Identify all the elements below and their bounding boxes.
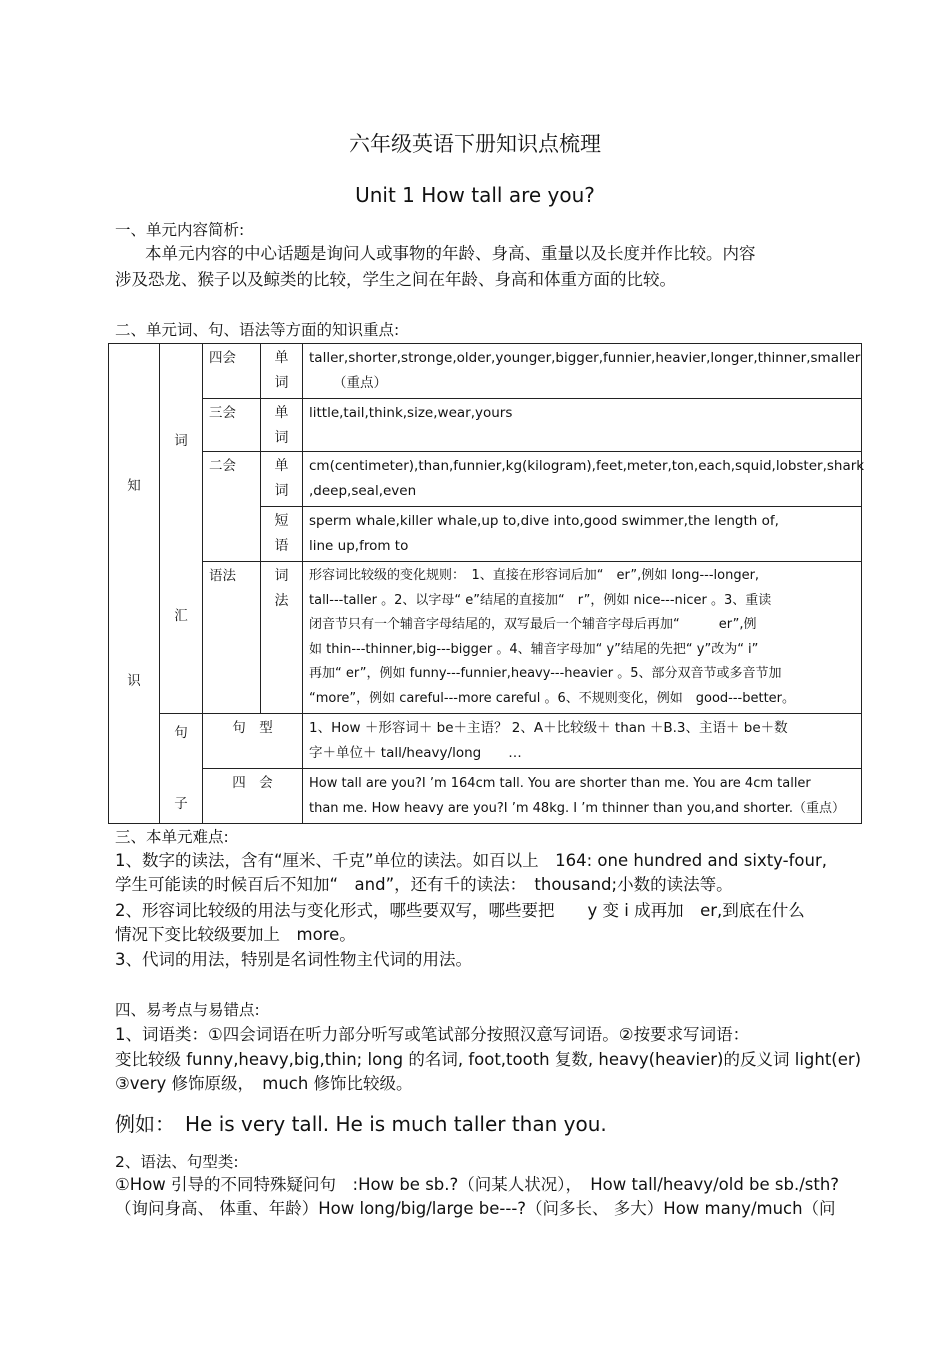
section3-line1: 1、数字的读法，含有“厘米、千克”单位的读法。如百以上 164: one hundred and sixty-four, bbox=[115, 851, 827, 870]
content-cell-7: How tall are you?I ’m 164cm tall. You are shorter than me. You are 4cm taller than me. How heavy are you?I ’m 48kg. I ’m thinner than you,and shorter.（重点） bbox=[303, 769, 862, 824]
level-cell-6: 句 型 bbox=[203, 714, 303, 769]
knowledge-table bbox=[108, 343, 865, 824]
level-cell-5: 语法 bbox=[203, 562, 261, 714]
type-cell-2: 单 词 bbox=[261, 399, 303, 452]
vocab-char-2: 汇 bbox=[174, 607, 188, 624]
level-cell-2: 三会 bbox=[203, 399, 261, 452]
content-cell-1: taller,shorter,stronge,older,younger,bigger,funnier,heavier,longer,thinner,smaller （重点） bbox=[303, 344, 862, 399]
level-cell-3: 二会 bbox=[203, 452, 261, 562]
vocab-col-cell bbox=[160, 344, 203, 714]
content-cell-3: cm(centimeter),than,funnier,kg(kilogram),feet,meter,ton,each,squid,lobster,shark ,deep,seal,even bbox=[303, 452, 862, 507]
content-cell-5: 形容词比较级的变化规则： 1、直接在形容词后加“ er”,例如 long---longer, tall---taller 。2、以字母“ e”结尾的直接加“ r”，例如 nice---nicer 。3、重读 闭音节只有一个辅音字母结尾的，双写最后一个辅音字母后再加“ er”,例 如 thin---thinner,big---bigger 。4、辅音字母加“ y”结尾的先把“ y”改为“ i” 再加“ er”，例如 funny---funnier,heavy---heavier 。5、部分双音节或多音节加 “more”，例如 careful---more careful 。6、不规则变化，例如 good---better。 bbox=[303, 562, 862, 714]
knowledge-char-2: 识 bbox=[127, 672, 141, 689]
vocab-char-1: 词 bbox=[174, 432, 188, 449]
section1-heading: 一、单元内容简析: bbox=[115, 221, 245, 239]
section2-heading: 二、单元词、句、语法等方面的知识重点: bbox=[115, 321, 400, 339]
type-cell-4: 短 语 bbox=[261, 507, 303, 562]
level-cell-1: 四会 bbox=[203, 344, 261, 399]
example-sentence: 例如： He is very tall. He is much taller than you. bbox=[115, 1112, 607, 1136]
type-cell-5: 词 法 bbox=[261, 562, 303, 714]
sentence-col-cell bbox=[160, 714, 203, 824]
section4-line5: （询问身高、 体重、年龄）How long/big/large be---?（问多长、 多大）How many/much（问 bbox=[115, 1199, 836, 1218]
level-cell-7: 四 会 bbox=[203, 769, 303, 824]
content-cell-4: sperm whale,killer whale,up to,dive into,good swimmer,the length of, line up,from to bbox=[303, 507, 862, 562]
section4-subheading: 2、语法、句型类: bbox=[115, 1153, 239, 1171]
knowledge-char-1: 知 bbox=[127, 477, 141, 494]
page-title: 六年级英语下册知识点梳理 bbox=[349, 132, 601, 156]
content-cell-2: little,tail,think,size,wear,yours bbox=[303, 399, 862, 452]
section3-line5: 3、代词的用法，特别是名词性物主代词的用法。 bbox=[115, 950, 472, 969]
section4-heading: 四、易考点与易错点: bbox=[115, 1001, 260, 1019]
section1-line1: 本单元内容的中心话题是询问人或事物的年龄、身高、重量以及长度并作比较。内容 bbox=[145, 244, 756, 263]
section3-line2: 学生可能读的时候百后不知加“ and”，还有千的读法： thousand;小数的读法等。 bbox=[115, 875, 733, 894]
section4-line4: ①How 引导的不同特殊疑问句 :How be sb.?（问某人状况）， How tall/heavy/old be sb./sth? bbox=[115, 1175, 840, 1194]
sentence-char-2: 子 bbox=[174, 795, 188, 812]
unit-title: Unit 1 How tall are you? bbox=[355, 183, 595, 207]
section4-line3: ③very 修饰原级， much 修饰比较级。 bbox=[115, 1074, 413, 1093]
sentence-char-1: 句 bbox=[174, 724, 188, 741]
section3-line4: 情况下变比较级要加上 more。 bbox=[115, 925, 356, 944]
content-cell-6: 1、How ＋形容词＋ be＋主语？ 2、A＋比较级＋ than ＋B.3、主语＋ be＋数 字＋单位＋ tall/heavy/long … bbox=[303, 714, 862, 769]
type-cell-3: 单 词 bbox=[261, 452, 303, 507]
section3-line3: 2、形容词比较级的用法与变化形式，哪些要双写，哪些要把 y 变 i 成再加 er,到底在什么 bbox=[115, 901, 805, 920]
knowledge-col-cell bbox=[109, 344, 160, 824]
section1-line2: 涉及恐龙、猴子以及鲸类的比较，学生之间在年龄、身高和体重方面的比较。 bbox=[115, 270, 676, 289]
section4-line2: 变比较级 funny,heavy,big,thin; long 的名词, foot,tooth 复数, heavy(heavier)的反义词 light(er) bbox=[115, 1050, 862, 1069]
section3-heading: 三、本单元难点: bbox=[115, 828, 229, 846]
section4-line1: 1、词语类：①四会词语在听力部分听写或笔试部分按照汉意写词语。②按要求写词语： bbox=[115, 1025, 750, 1044]
type-cell-1: 单 词 bbox=[261, 344, 303, 399]
